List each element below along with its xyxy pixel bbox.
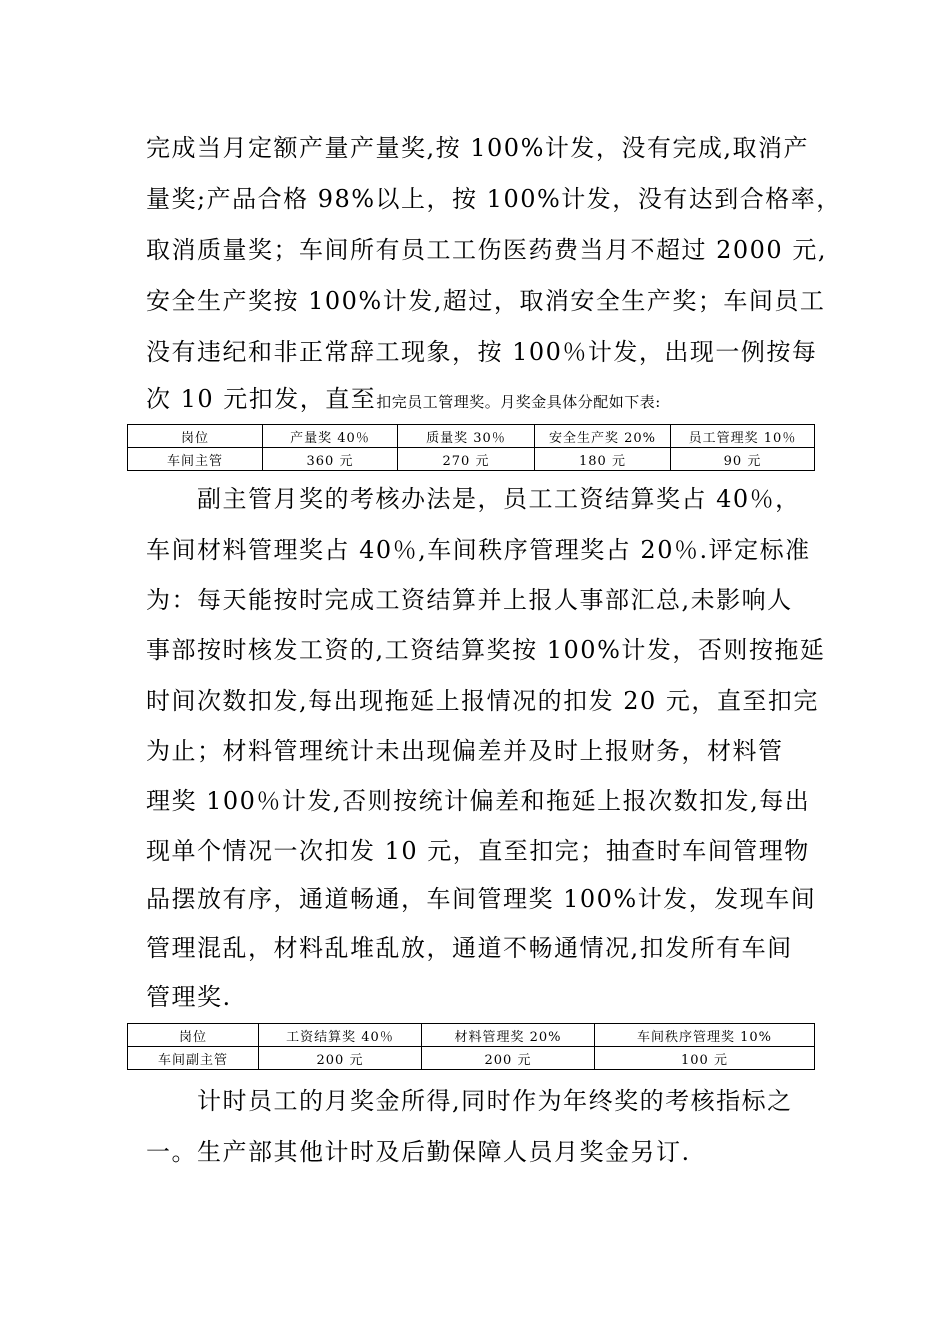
table-header-cell: 质量奖 30％ (398, 425, 535, 448)
table-cell: 90 元 (671, 448, 815, 471)
table-header-cell: 工资结算奖 40％ (259, 1024, 422, 1047)
para2-line-5: 时间次数扣发,每出现拖延上报情况的扣发 20 元，直至扣完 (146, 687, 819, 715)
para2-line-9: 品摆放有序，通道畅通，车间管理奖 100%计发，发现车间 (146, 885, 817, 913)
table-cell: 车间主管 (128, 448, 263, 471)
para1-line-6 (146, 384, 661, 417)
table-cell: 车间副主管 (128, 1047, 259, 1070)
para3-line-2: 一。生产部其他计时及后勤保障人员月奖金另订. (146, 1138, 691, 1166)
table-header-cell: 岗位 (128, 1024, 259, 1047)
para2-line-10: 管理混乱，材料乱堆乱放，通道不畅通情况,扣发所有车间 (146, 934, 793, 962)
table-cell: 180 元 (535, 448, 671, 471)
para2-line-1: 副主管月奖的考核办法是，员工工资结算奖占 40％， (146, 485, 801, 513)
para1-line-2: 量奖;产品合格 98%以上，按 100%计发，没有达到合格率， (146, 185, 842, 213)
para1-line-1: 完成当月定额产量产量奖,按 100%计发，没有完成,取消产 (146, 134, 809, 162)
para2-line-4: 事部按时核发工资的,工资结算奖按 100%计发，否则按拖延 (146, 636, 826, 664)
para3-line-1: 计时员工的月奖金所得,同时作为年终奖的考核指标之 (146, 1087, 793, 1115)
para2-line-2: 车间材料管理奖占 40％,车间秩序管理奖占 20％.评定标准 (146, 536, 811, 564)
table-header-cell: 车间秩序管理奖 10% (595, 1024, 815, 1047)
table-header-cell: 安全生产奖 20% (535, 425, 671, 448)
para1-line-6-main: 次 10 元扣发，直至 (146, 385, 377, 413)
para2-line-6: 为止；材料管理统计未出现偏差并及时上报财务，材料管 (146, 737, 784, 765)
para2-line-11: 管理奖. (146, 983, 232, 1011)
table-row (128, 448, 815, 471)
table-header-row (128, 1024, 815, 1047)
bonus-table-supervisor (127, 424, 815, 471)
para1-line-3: 取消质量奖；车间所有员工工伤医药费当月不超过 2000 元, (146, 236, 827, 264)
table-header-row (128, 425, 815, 448)
table-header-cell: 员工管理奖 10％ (671, 425, 815, 448)
table-cell: 360 元 (263, 448, 398, 471)
table-header-cell: 产量奖 40％ (263, 425, 398, 448)
bonus-table-deputy (127, 1023, 815, 1070)
para2-line-3: 为：每天能按时完成工资结算并上报人事部汇总,未影响人 (146, 586, 793, 614)
table-header-cell: 材料管理奖 20% (422, 1024, 595, 1047)
para1-line-4: 安全生产奖按 100%计发,超过，取消安全生产奖；车间员工 (146, 287, 826, 315)
para2-line-8: 现单个情况一次扣发 10 元，直至扣完；抽查时车间管理物 (146, 837, 810, 865)
table-cell: 200 元 (259, 1047, 422, 1070)
para1-line-5: 没有违纪和非正常辞工现象，按 100％计发，出现一例按每 (146, 338, 818, 366)
table-row (128, 1047, 815, 1070)
para2-line-7: 理奖 100％计发,否则按统计偏差和拖延上报次数扣发,每出 (146, 787, 811, 815)
table-cell: 200 元 (422, 1047, 595, 1070)
table-cell: 100 元 (595, 1047, 815, 1070)
para1-line-6-small: 扣完员工管理奖。月奖金具体分配如下表: (376, 393, 661, 411)
table-header-cell: 岗位 (128, 425, 263, 448)
table-cell: 270 元 (398, 448, 535, 471)
